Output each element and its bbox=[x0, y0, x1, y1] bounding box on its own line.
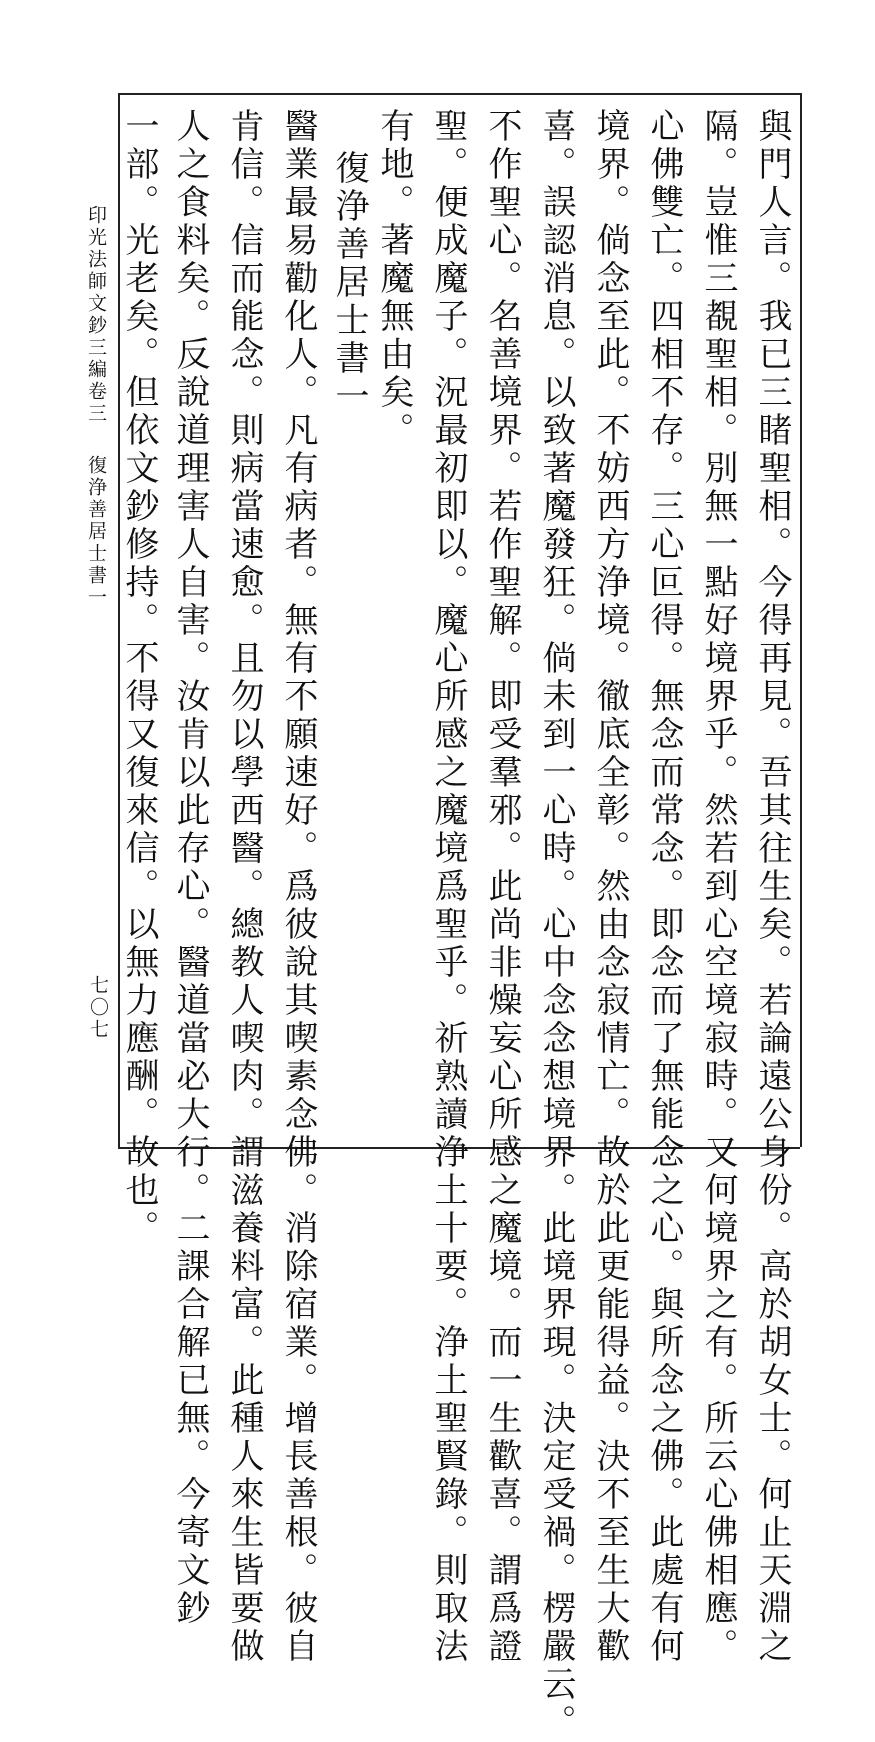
text-column: 不作聖心。名善境界。若作聖解。即受羣邪。此尚非燥妄心所感之魔境。而一生歡喜。謂爲證 bbox=[482, 108, 522, 1666]
text-column: 心佛雙亡。四相不存。三心叵得。無念而常念。即念而了無能念之心。與所念之佛。此處有何 bbox=[644, 108, 684, 1666]
text-column: 境界。倘念至此。不妨西方浄境。徹底全彰。然由念寂情亡。故於此更能得益。決不至生大歡 bbox=[590, 108, 630, 1666]
margin-book-title: 印光法師文鈔三編卷三 bbox=[85, 205, 107, 425]
page-number: 七〇七 bbox=[87, 975, 109, 1041]
text-column: 肯信。信而能念。則病當速愈。且勿以學西醫。總教人喫肉。謂滋養料富。此種人來生皆要做 bbox=[224, 108, 264, 1666]
text-column: 醫業最易勸化人。凡有病者。無有不願速好。爲彼說其喫素念佛。消除宿業。增長善根。彼自 bbox=[278, 108, 318, 1666]
text-column: 喜。誤認消息。以致著魔發狂。倘未到一心時。心中念念想境界。此境界現。決定受禍。楞嚴云。 bbox=[536, 108, 576, 1742]
margin-section-title: 復浄善居士書一 bbox=[85, 455, 107, 609]
text-column: 隔。豈惟三覩聖相。別無一點好境界乎。然若到心空境寂時。又何境界之有。所云心佛相應。 bbox=[698, 108, 738, 1666]
text-column: 一部。光老矣。但依文鈔修持。不得又復來信。以無力應酬。故也。 bbox=[119, 108, 159, 1248]
letter-heading: 復浄善居士書一 bbox=[329, 150, 369, 416]
frame-top-rule bbox=[118, 93, 800, 95]
frame-right-rule bbox=[800, 93, 802, 1147]
text-column: 與門人言。我已三睹聖相。今得再見。吾其往生矣。若論遠公身份。高於胡女士。何止天淵之 bbox=[752, 108, 792, 1666]
text-column: 人之食料矣。反說道理害人自害。汝肯以此存心。醫道當必大行。二課合解已無。今寄文鈔 bbox=[170, 108, 210, 1628]
text-column: 聖。便成魔子。況最初即以。魔心所感之魔境爲聖乎。祈熟讀浄土十要。浄土聖賢錄。則取法 bbox=[428, 108, 468, 1666]
text-column: 有地。著魔無由矣。 bbox=[374, 108, 414, 450]
